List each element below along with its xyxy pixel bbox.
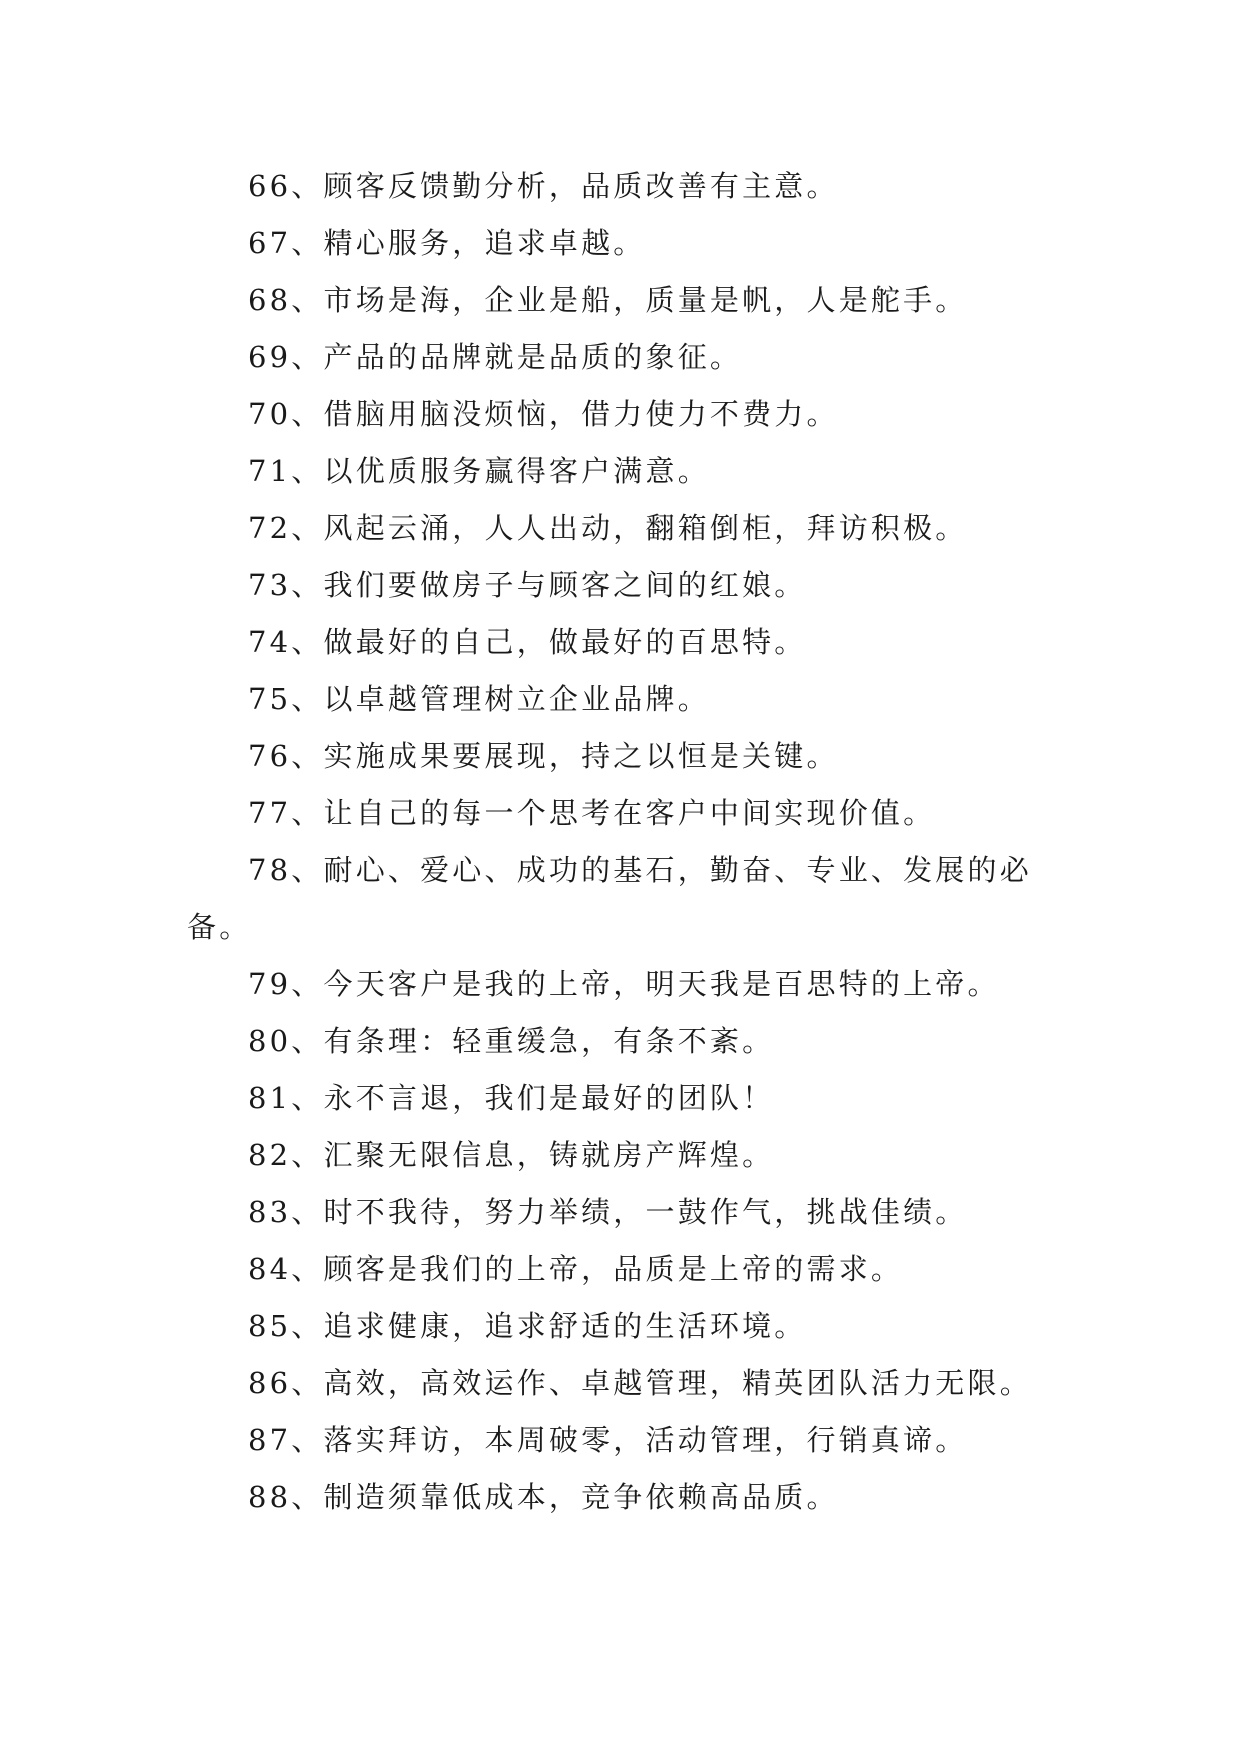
slogan-line-88: 88、制造须靠低成本，竞争依赖高品质。: [248, 1480, 839, 1514]
slogan-line-85: 85、追求健康，追求舒适的生活环境。: [248, 1309, 807, 1343]
slogan-line-80: 80、有条理：轻重缓急，有条不紊。: [248, 1024, 775, 1058]
slogan-line-87: 87、落实拜访，本周破零，活动管理，行销真谛。: [248, 1423, 968, 1457]
slogan-line-83: 83、时不我待，努力举绩，一鼓作气，挑战佳绩。: [248, 1195, 968, 1229]
slogan-line-86: 86、高效，高效运作、卓越管理，精英团队活力无限。: [248, 1366, 1032, 1400]
slogan-list: [187, 158, 1067, 1526]
slogan-line-78: 78、耐心、爱心、成功的基石，勤奋、专业、发展的必备。: [187, 853, 1032, 944]
slogan-line-76: 76、实施成果要展现，持之以恒是关键。: [248, 739, 839, 773]
slogan-line-82: 82、汇聚无限信息，铸就房产辉煌。: [248, 1138, 775, 1172]
slogan-line-73: 73、我们要做房子与顾客之间的红娘。: [248, 568, 807, 602]
slogan-line-72: 72、风起云涌，人人出动，翻箱倒柜，拜访积极。: [248, 511, 968, 545]
slogan-line-70: 70、借脑用脑没烦恼，借力使力不费力。: [248, 397, 839, 431]
slogan-line-67: 67、精心服务，追求卓越。: [248, 226, 646, 260]
slogan-line-71: 71、以优质服务赢得客户满意。: [248, 454, 710, 488]
slogan-line-77: 77、让自己的每一个思考在客户中间实现价值。: [248, 796, 936, 830]
slogan-line-79: 79、今天客户是我的上帝，明天我是百思特的上帝。: [248, 967, 1000, 1001]
slogan-line-75: 75、以卓越管理树立企业品牌。: [248, 682, 710, 716]
slogan-line-66: 66、顾客反馈勤分析，品质改善有主意。: [248, 169, 839, 203]
slogan-line-68: 68、市场是海，企业是船，质量是帆，人是舵手。: [248, 283, 968, 317]
slogan-line-69: 69、产品的品牌就是品质的象征。: [248, 340, 743, 374]
slogan-line-74: 74、做最好的自己，做最好的百思特。: [248, 625, 807, 659]
slogan-line-84: 84、顾客是我们的上帝，品质是上帝的需求。: [248, 1252, 904, 1286]
slogan-line-81: 81、永不言退，我们是最好的团队！: [248, 1081, 775, 1115]
